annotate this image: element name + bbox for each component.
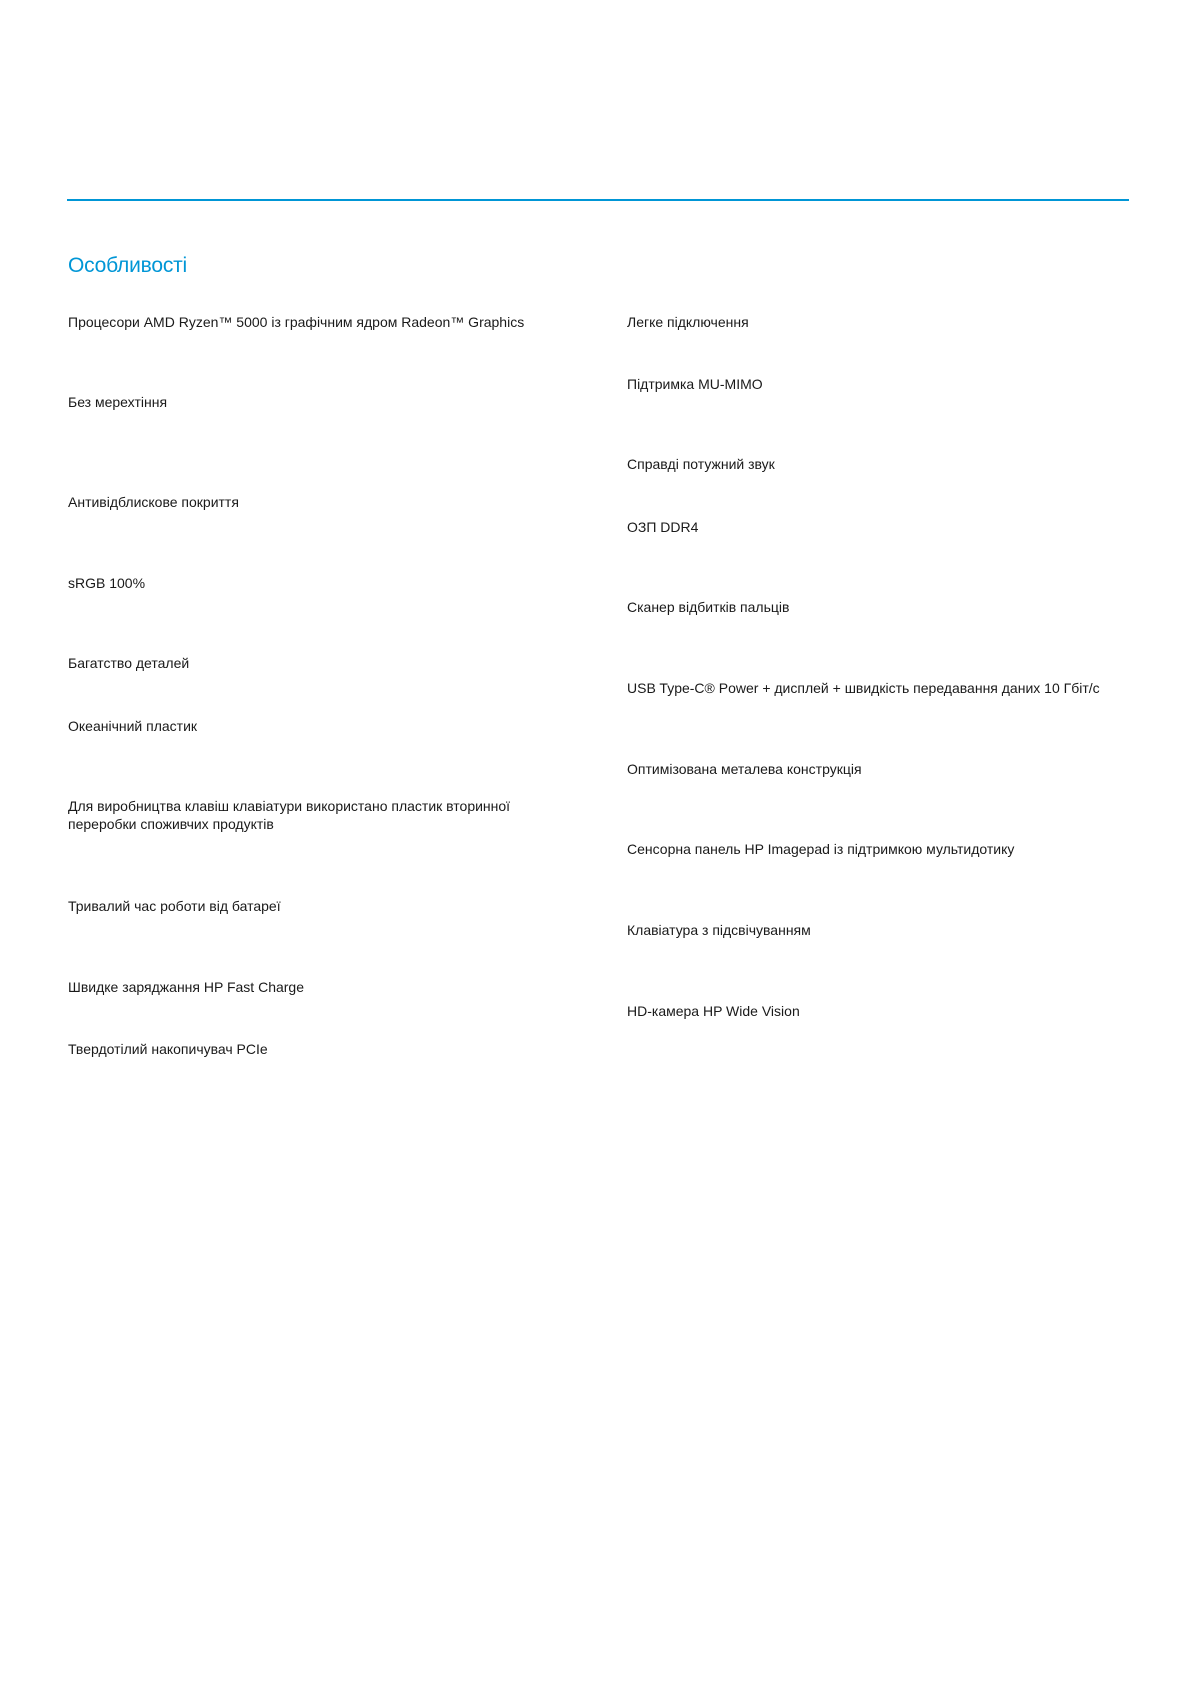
feature-item: Справді потужний звук [627, 456, 775, 472]
feature-item: Сенсорна панель HP Imagepad із підтримкою мультидотику [627, 841, 1015, 857]
feature-item: Багатство деталей [68, 655, 190, 671]
feature-item: Процесори AMD Ryzen™ 5000 із графічним ядром Radeon™ Graphics [68, 314, 525, 330]
feature-item: Сканер відбитків пальців [627, 599, 790, 615]
feature-item: HD-камера HP Wide Vision [627, 1003, 800, 1019]
feature-item: Без мерехтіння [68, 394, 168, 410]
feature-item: Швидке заряджання HP Fast Charge [68, 979, 305, 995]
feature-item: Океанічний пластик [68, 718, 198, 734]
feature-item: USB Type-C® Power + дисплей + швидкість передавання даних 10 Гбіт/с [627, 680, 1100, 696]
feature-item: Оптимізована металева конструкція [627, 761, 862, 777]
feature-item: Антивідблискове покриття [68, 494, 239, 510]
feature-item: sRGB 100% [68, 575, 146, 591]
feature-item: Клавіатура з підсвічуванням [627, 922, 811, 938]
feature-item: Твердотілий накопичувач PCIe [68, 1041, 268, 1057]
section-title: Особливості [68, 254, 188, 277]
feature-item: Підтримка MU-MIMO [627, 376, 763, 392]
feature-item: Тривалий час роботи від батареї [68, 898, 281, 914]
feature-item: ОЗП DDR4 [627, 519, 699, 535]
feature-item: Легке підключення [627, 314, 749, 330]
header-divider [67, 199, 1129, 201]
feature-item: Для виробництва клавіш клавіатури використано пластик вторинної переробки споживчих продуктів [68, 798, 511, 832]
